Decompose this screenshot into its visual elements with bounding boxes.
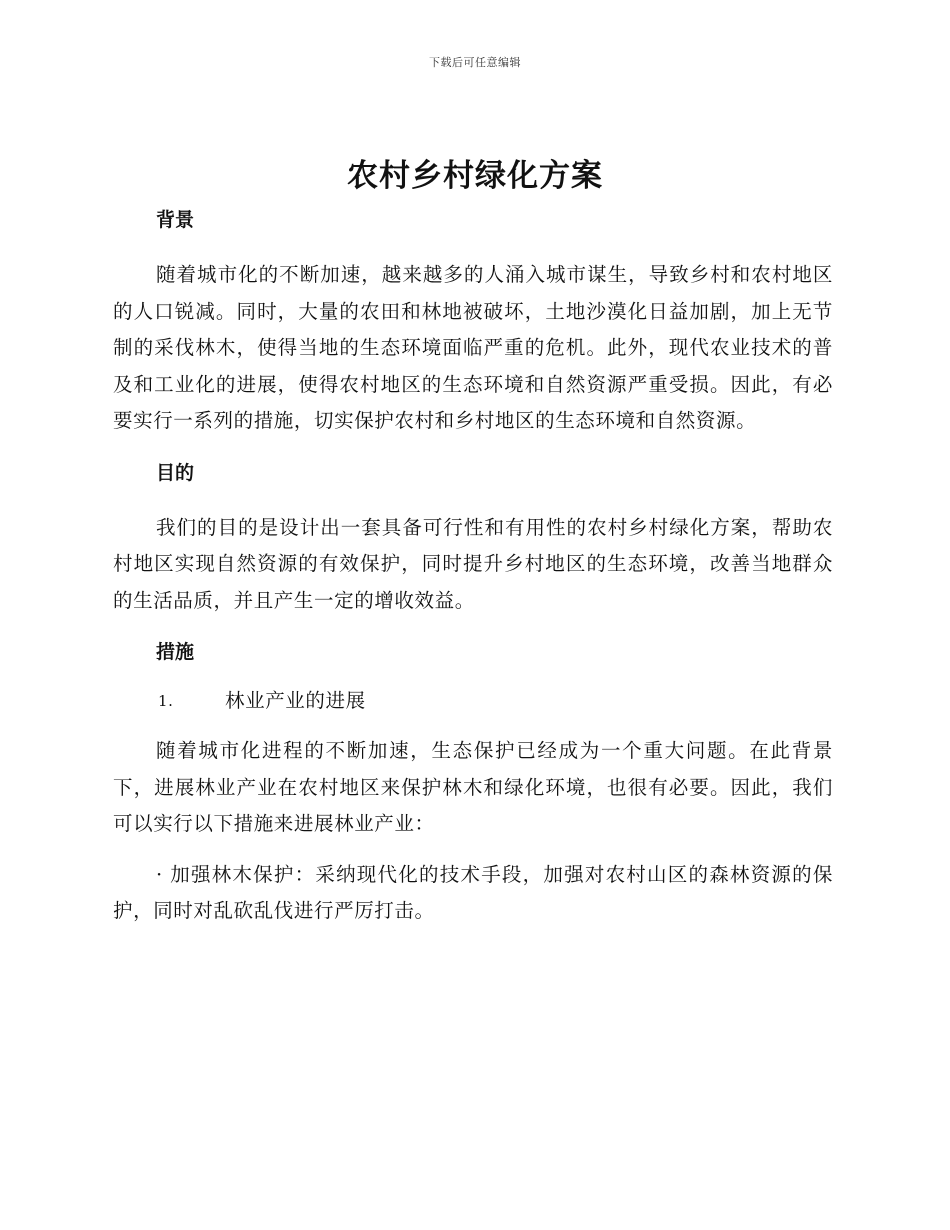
bullet-paragraph: · 加强林木保护：采纳现代化的技术手段，加强对农村山区的森林资源的保护，同时对乱砍乱伐进行严厉打击。 [113, 862, 833, 922]
list-number: 1. [158, 692, 174, 710]
spacer [113, 237, 833, 257]
list-item-title: 林业产业的进展 [225, 689, 366, 712]
spacer [113, 843, 833, 857]
purpose-paragraph: 我们的目的是设计出一套具备可行性和有用性的农村乡村绿化方案，帮助农村地区实现自然资源的有效保护，同时提升乡村地区的生态环境，改善当地群众的生活品质，并且产生一定的增收效益。 [113, 515, 833, 612]
spacer [113, 440, 833, 456]
document-title: 农村乡村绿化方案 [347, 158, 603, 194]
forestry-paragraph: 随着城市化进程的不断加速，生态保护已经成为一个重大问题。在此背景下，进展林业产业在农村地区来保护林木和绿化环境，也很有必要。因此，我们可以实行以下措施来进展林业产业： [113, 739, 833, 835]
spacer [113, 490, 833, 510]
header-note: 下载后可任意编辑 [429, 56, 521, 69]
section-heading-purpose: 目的 [156, 461, 195, 484]
spacer [113, 619, 833, 635]
spacer [113, 719, 833, 733]
document-body [113, 203, 833, 930]
measure-list-item [113, 683, 833, 719]
section-heading-measures: 措施 [156, 641, 195, 663]
section-heading-background: 背景 [156, 209, 195, 231]
spacer [113, 669, 833, 683]
background-paragraph: 随着城市化的不断加速，越来越多的人涌入城市谋生，导致乡村和农村地区的人口锐减。同时，大量的农田和林地被破坏，土地沙漠化日益加剧，加上无节制的采伐林木，使得当地的生态环境面临严重的危机。此外，现代农业技术的普及和工业化的进展，使得农村地区的生态环境和自然资源严重受损。因此，有必要实行一系列的措施，切实保护农村和乡村地区的生态环境和自然资源。 [113, 263, 833, 432]
